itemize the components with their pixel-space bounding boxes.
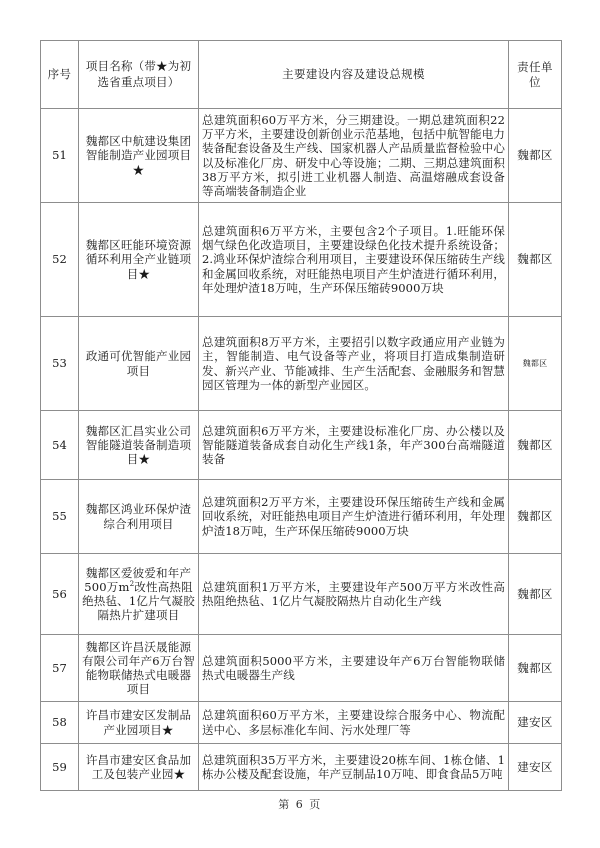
table-row	[41, 411, 562, 480]
cell-project-name: 魏都区旺能环境资源循环利用全产业链项目★	[79, 203, 199, 317]
cell-sequence-number: 52	[41, 203, 79, 317]
table-row	[41, 317, 562, 411]
cell-construction-content: 总建筑面积1万平方米，主要建设年产500万平方米改性高热阻绝热毡、1亿片气凝胶隔热片自动化生产线	[199, 554, 509, 635]
cell-construction-content: 总建筑面积8万平方米，主要招引以数字政通应用产业链为主，智能制造、电气设备等产业，将项目打造成集制造研发、新兴产业、节能减排、生产生活配套、金融服务和智慧园区管理为一体的新型产业园区。	[199, 317, 509, 411]
column-header-sequence: 序号	[41, 41, 79, 109]
page-footer: 第 6 页	[278, 798, 322, 811]
cell-responsible-unit: 魏都区	[509, 480, 562, 554]
square-meter-superscript: 2	[129, 579, 135, 589]
cell-responsible-unit: 魏都区	[509, 635, 562, 702]
project-table-container	[40, 40, 561, 791]
cell-responsible-unit: 建安区	[509, 702, 562, 744]
table-body	[41, 109, 562, 791]
cell-sequence-number: 58	[41, 702, 79, 744]
cell-project-name: 魏都区中航建设集团智能制造产业园项目★	[79, 109, 199, 203]
table-row	[41, 109, 562, 203]
cell-construction-content: 总建筑面积60万平方米，主要建设综合服务中心、物流配送中心、多层标准化车间、污水处理厂等	[199, 702, 509, 744]
cell-sequence-number: 54	[41, 411, 79, 480]
cell-project-name: 魏都区鸿业环保炉渣综合利用项目	[79, 480, 199, 554]
cell-project-name: 政通可优智能产业园项目	[79, 317, 199, 411]
cell-construction-content: 总建筑面积35万平方米，主要建设20栋车间、1栋仓储、1栋办公楼及配套设施，年产豆制品10万吨、即食食品5万吨	[199, 744, 509, 791]
cell-sequence-number: 56	[41, 554, 79, 635]
table-row	[41, 480, 562, 554]
column-header-construction-content: 主要建设内容及建设总规模	[199, 41, 509, 109]
cell-sequence-number: 59	[41, 744, 79, 791]
cell-construction-content: 总建筑面积6万平方米，主要建设标准化厂房、办公楼以及智能隧道装备成套自动化生产线1条，年产300台高端隧道装备	[199, 411, 509, 480]
cell-responsible-unit: 魏都区	[509, 109, 562, 203]
cell-responsible-unit: 魏都区	[509, 411, 562, 480]
cell-sequence-number: 57	[41, 635, 79, 702]
table-row	[41, 744, 562, 791]
table-row	[41, 203, 562, 317]
table-row	[41, 702, 562, 744]
cell-sequence-number: 55	[41, 480, 79, 554]
table-row	[41, 554, 562, 635]
cell-responsible-unit: 建安区	[509, 744, 562, 791]
cell-project-name: 魏都区汇昌实业公司智能隧道装备制造项目★	[79, 411, 199, 480]
cell-responsible-unit: 魏都区	[509, 554, 562, 635]
cell-construction-content: 总建筑面积60万平方米，分三期建设。一期总建筑面积22万平方米，主要建设创新创业示范基地，包括中航智能电力装备配套设备及生产线、国家机器人产品质量监督检验中心以及标准化厂房、研发中心等设施；二期、三期总建筑面积38万平方米，拟引进工业机器人制造、高温熔融成套设备等高端装备制造企业	[199, 109, 509, 203]
cell-construction-content: 总建筑面积2万平方米，主要建设环保压缩砖生产线和金属回收系统，对旺能热电项目产生炉渣进行循环利用，年处理炉渣18万吨，生产环保压缩砖9000万块	[199, 480, 509, 554]
cell-construction-content: 总建筑面积5000平方米，主要建设年产6万台智能物联储热式电暖器生产线	[199, 635, 509, 702]
cell-project-name: 魏都区爱彼爱和年产500万$m^2$改性高热阻绝热毡、1亿片气凝胶隔热片扩建项目	[79, 554, 199, 635]
cell-project-name: 许昌市建安区食品加工及包装产业园★	[79, 744, 199, 791]
cell-project-name: 魏都区许昌沃晟能源有限公司年产6万台智能物联储热式电暖器项目	[79, 635, 199, 702]
cell-responsible-unit: 魏都区	[509, 203, 562, 317]
cell-construction-content: 总建筑面积6万平方米，主要包含2个子项目。1.旺能环保烟气绿色化改造项目，主要建设绿色化技术提升系统设备；2.鸿业环保炉渣综合利用项目，主要建设环保压缩砖生产线和金属回收系统，对旺能热电项目产生炉渣进行循环利用，年处理炉渣18万吨，生产环保压缩砖9000万块	[199, 203, 509, 317]
column-header-project-name: 项目名称（带★为初选省重点项目）	[79, 41, 199, 109]
table-row	[41, 635, 562, 702]
cell-project-name: 许昌市建安区发制品产业园项目★	[79, 702, 199, 744]
cell-responsible-unit: 魏都区	[509, 317, 562, 411]
table-header-row	[41, 41, 562, 109]
column-header-responsible-unit: 责任单位	[509, 41, 562, 109]
cell-sequence-number: 53	[41, 317, 79, 411]
project-list-table	[40, 40, 562, 791]
cell-sequence-number: 51	[41, 109, 79, 203]
